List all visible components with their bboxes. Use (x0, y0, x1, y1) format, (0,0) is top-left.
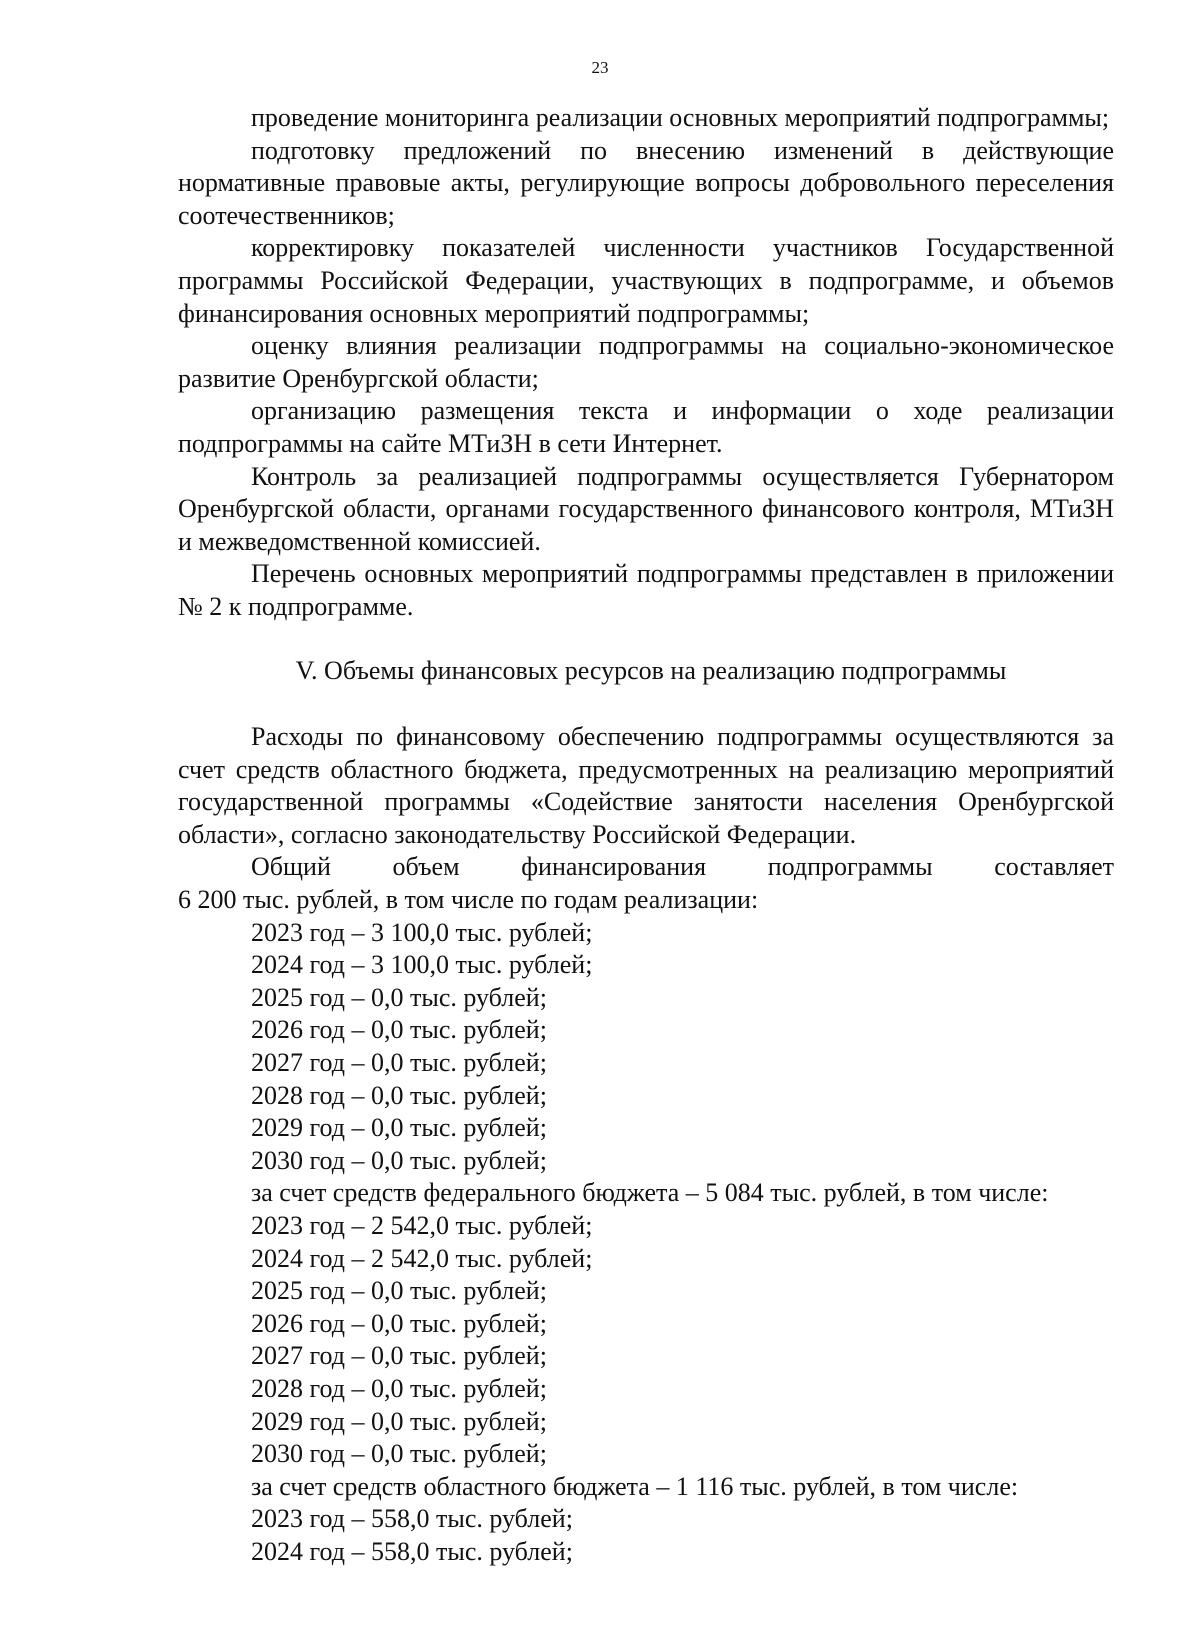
list-item: 2027 год – 0,0 тыс. рублей; (251, 1048, 547, 1078)
total-by-year-list (178, 917, 1114, 1178)
list-item: 2024 год – 3 100,0 тыс. рублей; (251, 950, 593, 980)
list-item: 2026 год – 0,0 тыс. рублей; (251, 1308, 547, 1338)
federal-budget-intro: за счет средств федерального бюджета – 5 084 тыс. рублей, в том числе: (251, 1178, 1049, 1208)
total-funding-continuation: 6 200 тыс. рублей, в том числе по годам реализации: (178, 885, 759, 915)
list-item: 2029 год – 0,0 тыс. рублей; (251, 1113, 547, 1143)
list-item: 2023 год – 2 542,0 тыс. рублей; (251, 1211, 593, 1240)
list-item: 2027 год – 0,0 тыс. рублей; (251, 1341, 547, 1371)
paragraph-publication: организацию размещения текста и информации о ходе реализации подпрограммы на сайте МТиЗН в сети Интернет. (178, 396, 1114, 458)
list-item: 2029 год – 0,0 тыс. рублей; (251, 1406, 547, 1436)
total-word: объем (392, 852, 460, 882)
regional-by-year-list (178, 1503, 1114, 1568)
total-word: составляет (994, 852, 1114, 882)
paragraph-control: Контроль за реализацией подпрограммы осуществляется Губернатором Оренбургской области, органами государственного финансового контроля, МТиЗН и межведомственной комиссией. (178, 461, 1114, 556)
list-item: 2030 год – 0,0 тыс. рублей; (251, 1439, 547, 1469)
list-item: 2028 год – 0,0 тыс. рублей; (251, 1373, 547, 1403)
list-item: 2023 год – 558,0 тыс. рублей; (251, 1504, 573, 1534)
list-item: 2028 год – 0,0 тыс. рублей; (251, 1080, 547, 1110)
page-number: 23 (591, 58, 609, 77)
paragraph-expenses: Расходы по финансовому обеспечению подпрограммы осуществляются за счет средств областного бюджета, предусмотренных на реализацию мероприятий государственной программы «Содействие занятости населения Оренбургской области», согласно законодательству Российской Федерации. (178, 722, 1114, 849)
list-item: 2025 год – 0,0 тыс. рублей; (251, 1276, 547, 1306)
list-item: 2026 год – 0,0 тыс. рублей; (251, 1015, 547, 1045)
total-word: подпрограммы (767, 852, 933, 882)
regional-budget-intro: за счет средств областного бюджета – 1 116 тыс. рублей, в том числе: (251, 1471, 1019, 1501)
document-body (178, 102, 1114, 1569)
total-word: финансирования (521, 852, 707, 882)
federal-by-year-list (178, 1210, 1114, 1471)
paragraph-monitoring: проведение мониторинга реализации основных мероприятий подпрограммы; (251, 103, 1110, 132)
section-heading: V. Объемы финансовых ресурсов на реализацию подпрограммы (295, 655, 1007, 685)
list-item: 2030 год – 0,0 тыс. рублей; (251, 1145, 547, 1175)
list-item: 2024 год – 2 542,0 тыс. рублей; (251, 1243, 593, 1273)
total-funding-line (178, 851, 1114, 884)
total-word: Общий (251, 852, 331, 882)
list-item: 2025 год – 0,0 тыс. рублей; (251, 982, 547, 1012)
paragraph-appendix-reference: Перечень основных мероприятий подпрограммы представлен в приложении № 2 к подпрограмме. (178, 559, 1114, 621)
list-item: 2024 год – 558,0 тыс. рублей; (251, 1536, 573, 1566)
paragraph-adjustment: корректировку показателей численности участников Государственной программы Российской Федерации, участвующих в подпрограмме, и объемов финансирования основных мероприятий подпрограммы; (178, 233, 1114, 328)
paragraph-proposals: подготовку предложений по внесению изменений в действующие нормативные правовые акты, регулирующие вопросы добровольного переселения соотечественников; (178, 135, 1114, 230)
paragraph-impact-assessment: оценку влияния реализации подпрограммы на социально-экономическое развитие Оренбургской области; (178, 331, 1114, 393)
list-item: 2023 год – 3 100,0 тыс. рублей; (251, 917, 593, 947)
